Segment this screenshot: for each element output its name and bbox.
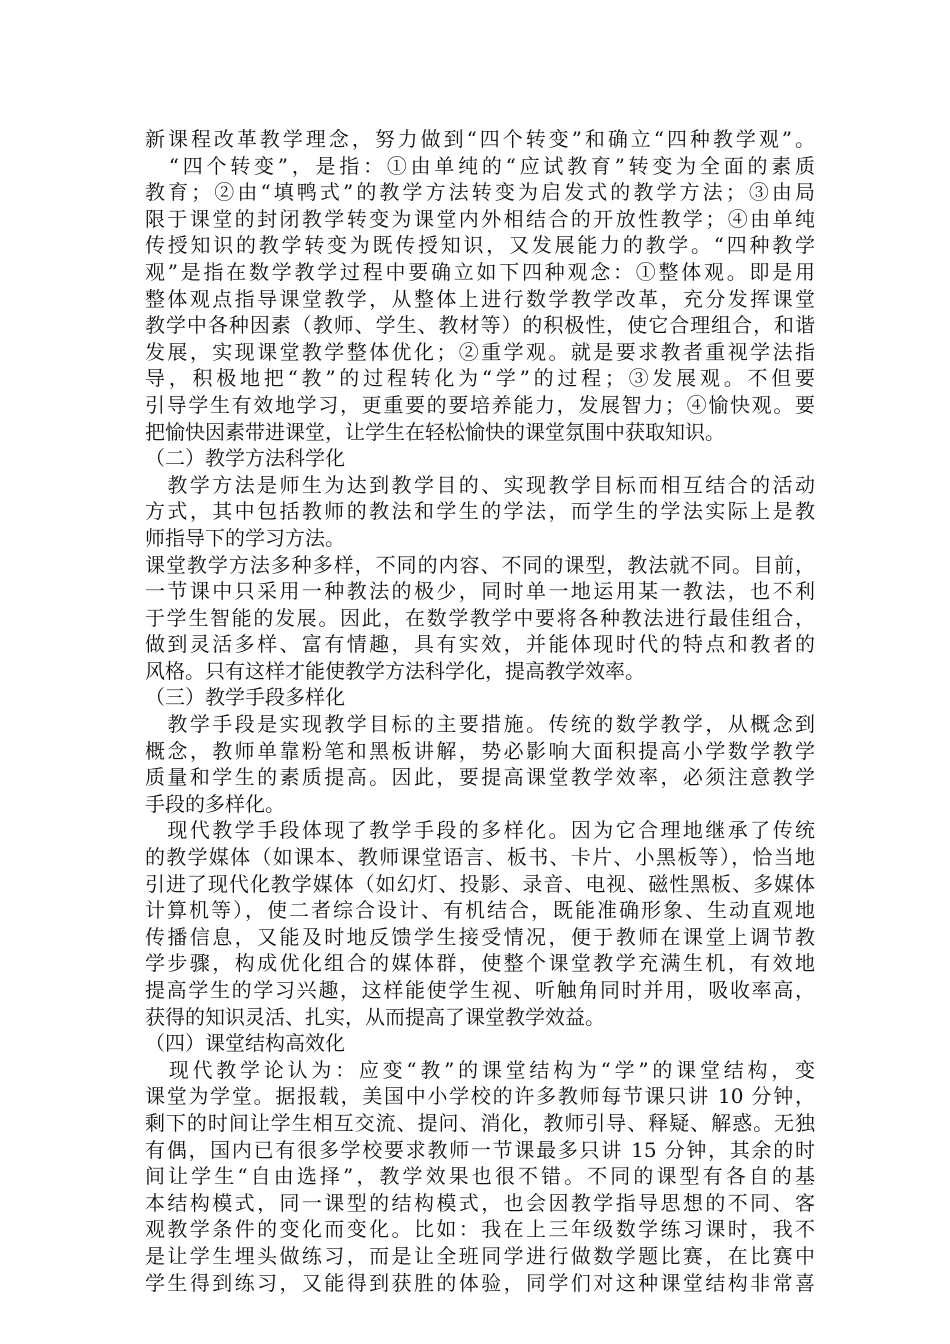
text-line: 本结构模式，同一课型的结构模式，也会因教学指导思想的不同、客 [145,1190,815,1215]
section-heading: （四）课堂结构高效化 [145,1031,345,1056]
text-line: 风格。只有这样才能使教学方法科学化，提高教学效率。 [145,658,645,683]
text-line: 教学中各种因素（教师、学生、教材等）的积极性，使它合理组合，和谐 [145,313,815,338]
section-heading: （三）教学手段多样化 [145,685,345,710]
text-line: 做到灵活多样、富有情趣，具有实效，并能体现时代的特点和教者的 [145,632,815,657]
text-line: 计算机等），使二者综合设计、有机结合，既能准确形象、生动直观地 [145,898,815,923]
text-line: 整体观点指导课堂教学，从整体上进行数学教学改革，充分发挥课堂 [145,286,815,311]
text-line: 课堂教学方法多种多样，不同的内容、不同的课型，教法就不同。目前， [145,552,815,577]
text-line: 的教学媒体（如课本、教师课堂语言、板书、卡片、小黑板等），恰当地 [145,845,815,870]
text-line: 学步骤，构成优化组合的媒体群，使整个课堂教学充满生机，有效地 [145,951,815,976]
text-line: 新课程改革教学理念，努力做到“四个转变”和确立“四种教学观”。 [145,127,815,151]
text-line: 方式，其中包括教师的教法和学生的学法，而学生的学法实际上是教 [145,499,815,524]
text-line: 间让学生“自由选择”，教学效果也很不错。不同的课型有各自的基 [145,1164,815,1189]
text-line: 教学手段是实现教学目标的主要措施。传统的数学教学，从概念到 [145,712,815,737]
text-line: 引导学生有效地学习，更重要的要培养能力，发展智力；④愉快观。要 [145,392,815,417]
text-line: 把愉快因素带进课堂，让学生在轻松愉快的课堂氛围中获取知识。 [145,419,725,444]
text-line: 传授知识的教学转变为既传授知识，又发展能力的教学。“四种教学 [145,233,815,258]
text-line: 课堂为学堂。据报载，美国中小学校的许多教师每节课只讲 10 分钟， [145,1084,815,1109]
text-line: 质量和学生的素质提高。因此，要提高课堂教学效率，必须注意教学 [145,765,815,790]
text-line: 现代教学论认为：应变“教”的课堂结构为“学”的课堂结构，变 [145,1057,815,1082]
text-line: 学生得到练习，又能得到获胜的体验，同学们对这种课堂结构非常喜 [145,1270,815,1295]
text-line: 发展，实现课堂教学整体优化；②重学观。就是要求教者重视学法指 [145,339,815,364]
text-line: 观教学条件的变化而变化。比如：我在上三年级数学练习课时，我不 [145,1217,815,1242]
text-line: 获得的知识灵活、扎实，从而提高了课堂教学效益。 [145,1004,605,1029]
text-line: 提高学生的学习兴趣，这样能使学生视、听触角同时并用，吸收率高， [145,978,815,1002]
section-heading: （二）教学方法科学化 [145,446,345,471]
text-line: 现代教学手段体现了教学手段的多样化。因为它合理地继承了传统 [145,818,815,843]
text-line: 限于课堂的封闭教学转变为课堂内外相结合的开放性教学；④由单纯 [145,206,815,231]
text-line: 手段的多样化。 [145,791,285,816]
text-line: 剩下的时间让学生相互交流、提问、消化，教师引导、释疑、解惑。无独 [145,1110,815,1135]
text-line: 教育；②由“填鸭式”的教学方法转变为启发式的教学方法；③由局 [145,180,815,205]
text-line: “四个转变”，是指：①由单纯的“应试教育”转变为全面的素质 [145,153,815,178]
document-page [145,126,815,1296]
text-line: 是让学生埋头做练习，而是让全班同学进行做数学题比赛，在比赛中 [145,1243,815,1268]
text-line: 概念，教师单靠粉笔和黑板讲解，势必影响大面积提高小学数学教学 [145,738,815,763]
text-line: 教学方法是师生为达到教学目的、实现教学目标而相互结合的活动 [145,472,815,497]
text-line: 引进了现代化教学媒体（如幻灯、投影、录音、电视、磁性黑板、多媒体 [145,871,815,896]
text-line: 导，积极地把“教”的过程转化为“学”的过程；③发展观。不但要 [145,366,815,391]
text-line: 有偶，国内已有很多学校要求教师一节课最多只讲 15 分钟，其余的时 [145,1137,815,1162]
text-line: 于学生智能的发展。因此，在数学教学中要将各种教法进行最佳组合， [145,605,815,630]
text-line: 师指导下的学习方法。 [145,525,345,550]
text-line: 传播信息，又能及时地反馈学生接受情况，便于教师在课堂上调节教 [145,924,815,949]
text-line: 一节课中只采用一种教法的极少，同时单一地运用某一教法，也不利 [145,579,815,604]
text-line: 观”是指在数学教学过程中要确立如下四种观念：①整体观。即是用 [145,259,815,284]
